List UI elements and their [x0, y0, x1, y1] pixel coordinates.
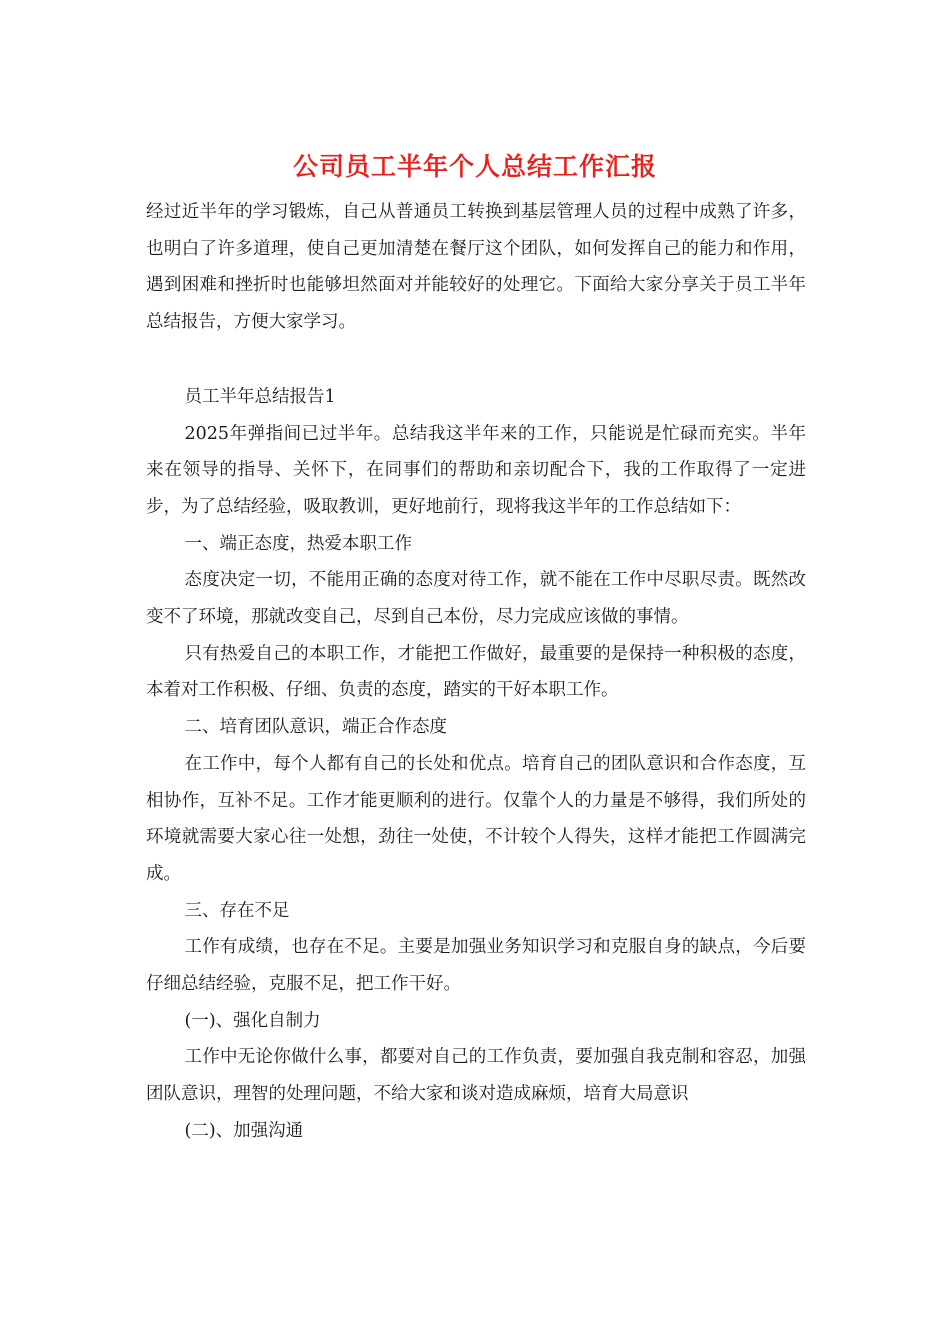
section-heading-teamwork: 二、培育团队意识，端正合作态度 — [184, 717, 447, 738]
paragraph-self-control: 工作中无论你做什么事，都要对自己的工作负责，要加强自我克制和容忍，加强团队意识，理智的处理问题，不给大家和谈对造成麻烦，培育大局意识 — [146, 1047, 806, 1105]
paragraph-teamwork: 在工作中，每个人都有自己的长处和优点。培育自己的团队意识和合作态度，互相协作，互补不足。工作才能更顺利的进行。仅靠个人的力量是不够得，我们所处的环境就需要大家心往一处想，劲往一处使，不计较个人得失，这样才能把工作圆满完成。 — [146, 753, 806, 884]
paragraph-opening: 2025年弹指间已过半年。总结我这半年来的工作，只能说是忙碌而充实。半年来在领导的指导、关怀下，在同事们的帮助和亲切配合下，我的工作取得了一定进步，为了总结经验，吸取教训，更好地前行，现将我这半年的工作总结如下： — [146, 423, 806, 517]
paragraph-shortcomings: 工作有成绩，也存在不足。主要是加强业务知识学习和克服自身的缺点，今后要仔细总结经验，克服不足，把工作干好。 — [146, 937, 806, 995]
document-title: 公司员工半年个人总结工作汇报 — [292, 152, 657, 181]
subsection-heading-communication: (二)、加强沟通 — [184, 1120, 304, 1141]
paragraph-attitude-2: 只有热爱自己的本职工作，才能把工作做好，最重要的是保持一种积极的态度，本着对工作积极、仔细、负责的态度，踏实的干好本职工作。 — [146, 643, 806, 701]
intro-paragraph: 经过近半年的学习锻炼，自己从普通员工转换到基层管理人员的过程中成熟了许多，也明白了许多道理，使自己更加清楚在餐厅这个团队，如何发挥自己的能力和作用，遇到困难和挫折时也能够坦然面对并能较好的处理它。下面给大家分享关于员工半年总结报告，方便大家学习。 — [146, 202, 806, 333]
section-heading-attitude: 一、端正态度，热爱本职工作 — [184, 533, 412, 554]
section-heading-shortcomings: 三、存在不足 — [184, 900, 290, 921]
paragraph-attitude-1: 态度决定一切，不能用正确的态度对待工作，就不能在工作中尽职尽责。既然改变不了环境，那就改变自己，尽到自己本份，尽力完成应该做的事情。 — [146, 570, 806, 628]
report-heading: 员工半年总结报告1 — [184, 386, 336, 407]
subsection-heading-self-control: (一)、强化自制力 — [184, 1010, 321, 1031]
document-body — [146, 194, 806, 1150]
